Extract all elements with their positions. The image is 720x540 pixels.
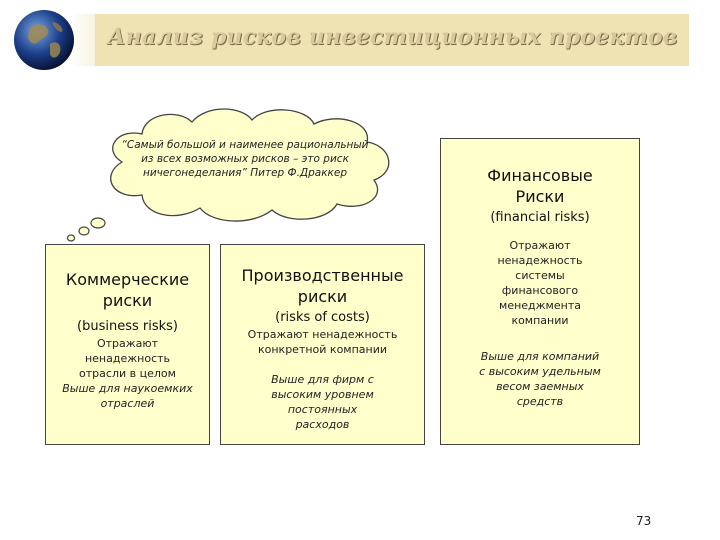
commercial-risks-subtitle: (business risks) [77, 319, 178, 334]
production-risks-title: Производственные риски [241, 266, 404, 306]
thought-bubbles [60, 215, 110, 245]
commercial-risks-description: Отражают ненадежность отрасли в целом [79, 337, 176, 380]
commercial-risks-note: Выше для наукоемких отраслей [62, 382, 193, 410]
slide-title: Анализ рисков инвестиционных проектов [107, 24, 678, 50]
globe-icon [12, 8, 76, 72]
commercial-risks-title: Коммерческие риски [65, 270, 190, 310]
commercial-risks-box [45, 244, 210, 445]
quote-text: “Самый большой и наименее рациональный из всех возможных рисков – это риск ничегонеделания” Питер Ф.Драккер [121, 139, 369, 179]
financial-risks-title: Финансовые Риски [487, 166, 593, 206]
financial-risks-subtitle: (financial risks) [490, 210, 590, 225]
financial-risks-note: Выше для компаний с высоким удельным весом заемных средств [479, 350, 601, 408]
production-risks-description: Отражают ненадежность конкретной компании [247, 328, 398, 356]
page-number: 73 [636, 514, 652, 528]
financial-risks-box [440, 138, 640, 445]
production-risks-subtitle: (risks of costs) [275, 310, 370, 325]
production-risks-box [220, 244, 425, 445]
production-risks-note: Выше для фирм с высоким уровнем постоянных расходов [271, 373, 374, 431]
financial-risks-description: Отражают ненадежность системы финансового менеджмента компании [497, 239, 583, 327]
